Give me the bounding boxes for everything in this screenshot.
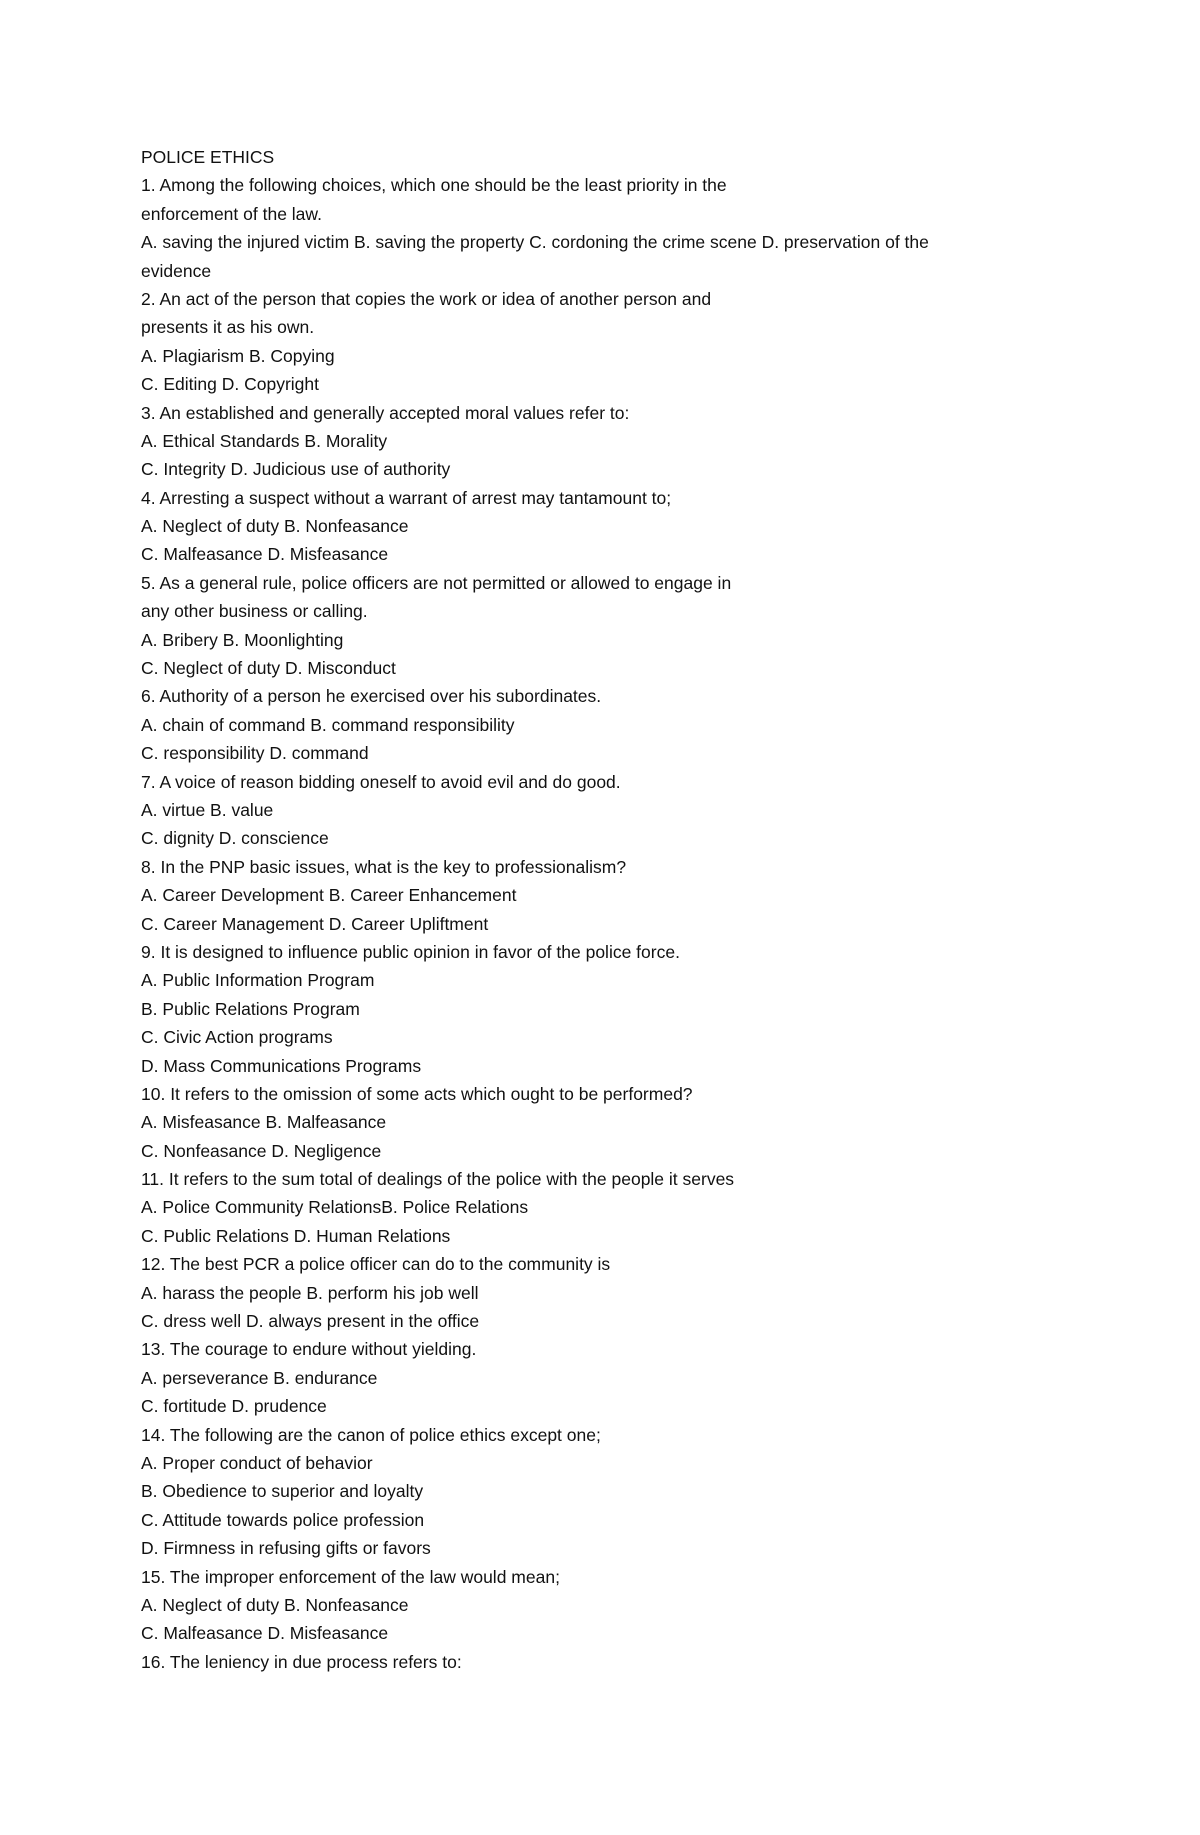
question-3-choices-ab: A. Ethical Standards B. Morality xyxy=(141,430,388,451)
question-12-choices-ab: A. harass the people B. perform his job well xyxy=(141,1282,479,1303)
question-9-choice-c: C. Civic Action programs xyxy=(141,1027,333,1048)
question-5-continued: any other business or calling. xyxy=(141,601,368,622)
question-9: 9. It is designed to influence public opinion in favor of the police force. xyxy=(141,941,680,962)
question-5-choices-cd: C. Neglect of duty D. Misconduct xyxy=(141,658,396,679)
question-6-choices-cd: C. responsibility D. command xyxy=(141,743,369,764)
question-2-choices-cd: C. Editing D. Copyright xyxy=(141,374,319,395)
question-2-continued: presents it as his own. xyxy=(141,317,315,338)
document-title: POLICE ETHICS xyxy=(141,147,275,167)
question-9-choice-b: B. Public Relations Program xyxy=(141,998,360,1019)
question-4-choices-ab: A. Neglect of duty B. Nonfeasance xyxy=(141,516,409,537)
question-8-choices-cd: C. Career Management D. Career Upliftment xyxy=(141,913,489,934)
question-5: 5. As a general rule, police officers are not permitted or allowed to engage in xyxy=(141,572,732,593)
question-11-choices-cd: C. Public Relations D. Human Relations xyxy=(141,1225,451,1246)
question-11: 11. It refers to the sum total of dealings of the police with the people it serves xyxy=(141,1169,735,1190)
question-9-choice-d: D. Mass Communications Programs xyxy=(141,1055,422,1076)
question-8-choices-ab: A. Career Development B. Career Enhancement xyxy=(141,885,517,906)
question-4: 4. Arresting a suspect without a warrant of arrest may tantamount to; xyxy=(141,487,672,508)
question-2-choices-ab: A. Plagiarism B. Copying xyxy=(141,345,335,366)
question-14-choice-b: B. Obedience to superior and loyalty xyxy=(141,1481,424,1502)
question-1: 1. Among the following choices, which one should be the least priority in the xyxy=(141,175,727,196)
question-1-choices-continued: evidence xyxy=(141,260,212,281)
question-13-choices-cd: C. fortitude D. prudence xyxy=(141,1396,327,1417)
question-6: 6. Authority of a person he exercised over his subordinates. xyxy=(141,686,602,707)
question-3: 3. An established and generally accepted moral values refer to: xyxy=(141,402,630,423)
question-9-choice-a: A. Public Information Program xyxy=(141,970,375,991)
question-14-choice-c: C. Attitude towards police profession xyxy=(141,1509,425,1530)
question-12-choices-cd: C. dress well D. always present in the office xyxy=(141,1311,480,1332)
question-11-choices-ab: A. Police Community RelationsB. Police Relations xyxy=(141,1197,529,1218)
question-14: 14. The following are the canon of police ethics except one; xyxy=(141,1424,601,1445)
question-15: 15. The improper enforcement of the law would mean; xyxy=(141,1566,560,1587)
question-4-choices-cd: C. Malfeasance D. Misfeasance xyxy=(141,544,389,565)
question-10: 10. It refers to the omission of some acts which ought to be performed? xyxy=(141,1083,693,1104)
question-8: 8. In the PNP basic issues, what is the key to professionalism? xyxy=(141,856,627,877)
question-5-choices-ab: A. Bribery B. Moonlighting xyxy=(141,629,344,650)
question-13-choices-ab: A. perseverance B. endurance xyxy=(141,1367,378,1388)
question-14-choice-a: A. Proper conduct of behavior xyxy=(141,1452,373,1473)
question-3-choices-cd: C. Integrity D. Judicious use of authority xyxy=(141,459,451,480)
question-10-choices-cd: C. Nonfeasance D. Negligence xyxy=(141,1140,382,1161)
question-1-continued: enforcement of the law. xyxy=(141,203,322,224)
question-7: 7. A voice of reason bidding oneself to avoid evil and do good. xyxy=(141,771,621,792)
question-16: 16. The leniency in due process refers to: xyxy=(141,1651,462,1672)
question-2: 2. An act of the person that copies the work or idea of another person and xyxy=(141,288,712,309)
question-1-choices: A. saving the injured victim B. saving the property C. cordoning the crime scene D. preservation of the xyxy=(141,232,929,253)
question-12: 12. The best PCR a police officer can do to the community is xyxy=(141,1254,611,1275)
question-13: 13. The courage to endure without yielding. xyxy=(141,1339,477,1360)
question-7-choices-ab: A. virtue B. value xyxy=(141,799,274,820)
question-7-choices-cd: C. dignity D. conscience xyxy=(141,828,329,849)
document-body xyxy=(141,143,1041,1676)
question-15-choices-cd: C. Malfeasance D. Misfeasance xyxy=(141,1623,389,1644)
question-15-choices-ab: A. Neglect of duty B. Nonfeasance xyxy=(141,1594,409,1615)
question-10-choices-ab: A. Misfeasance B. Malfeasance xyxy=(141,1112,387,1133)
question-14-choice-d: D. Firmness in refusing gifts or favors xyxy=(141,1538,431,1559)
question-6-choices-ab: A. chain of command B. command responsibility xyxy=(141,714,515,735)
